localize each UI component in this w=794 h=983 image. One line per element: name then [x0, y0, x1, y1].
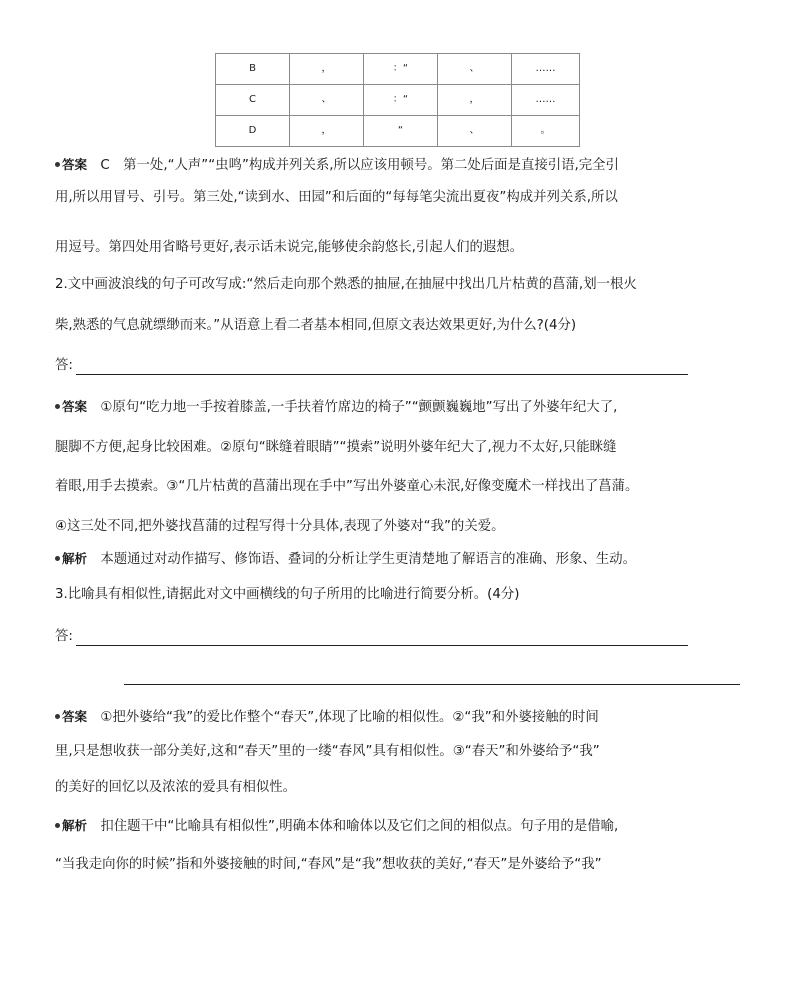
q3-answer-line: 里,只是想收获一部分美好,这和“春天”里的一缕“春风”具有相似性。③“春天”和外婆给予“我” [55, 744, 600, 759]
q3-answer-line: 答案 ①把外婆给“我”的爱比作整个“春天”,体现了比喻的相似性。②“我”和外婆接触的时间 [55, 709, 745, 726]
q1-answer-line: 用逗号。第四处用省略号更好,表示话未说完,能够使余韵悠长,引起人们的遐想。 [55, 240, 524, 255]
q3-reply-label: 答: [55, 629, 73, 644]
q3-answer-line: 的美好的回忆以及浓浓的爱具有相似性。 [55, 780, 297, 795]
q2-question-line: 2.文中画波浪线的句子可改写成:“然后走向那个熟悉的抽屉,在抽屉中找出几片枯黄的菖蒲,划一根火 [55, 277, 637, 292]
table-row [216, 85, 580, 116]
q3-question-line: 3.比喻具有相似性,请据此对文中画横线的句子所用的比喻进行简要分析。(4分) [55, 587, 520, 602]
q2-answer-line: 着眼,用手去摸索。③“几片枯黄的菖蒲出现在手中”写出外婆童心未泯,好像变魔术一样找出了菖蒲。 [55, 479, 639, 494]
q1-answer-line: 用,所以用冒号、引号。第三处,“读到水、田园”和后面的“每每笔尖流出夏夜”构成并列关系,所以 [55, 190, 618, 205]
table-cell: ：“ [364, 54, 438, 85]
q2-question-line: 柴,熟悉的气息就缥缈而来。”从语意上看二者基本相同,但原文表达效果更好,为什么?(4分) [55, 318, 577, 333]
q1-answer-line: 答案 C 第一处,“人声”“虫鸣”构成并列关系,所以应该用顿号。第二处后面是直接引语,完全引 [55, 157, 745, 174]
q3-analysis-line: “当我走向你的时候”指和外婆接触的时间,“春风”是“我”想收获的美好,“春天”是外婆给予“我” [55, 857, 602, 872]
table-cell: ：“ [364, 85, 438, 116]
answer-label: 答案 [55, 709, 87, 724]
table-cell: 、 [290, 85, 364, 116]
table-cell: D [216, 116, 290, 147]
table-cell: ， [290, 116, 364, 147]
answer-blank-line [76, 374, 688, 375]
answer-label: 答案 [55, 157, 87, 172]
table-cell: “ [364, 116, 438, 147]
table-row [216, 116, 580, 147]
table-cell: ， [438, 85, 512, 116]
answer-label: 答案 [55, 399, 87, 414]
table-cell: 、 [438, 116, 512, 147]
table-cell: C [216, 85, 290, 116]
table-cell: ， [290, 54, 364, 85]
options-table [215, 53, 580, 147]
answer-blank-line [76, 645, 688, 646]
q2-answer-line: ④这三处不同,把外婆找菖蒲的过程写得十分具体,表现了外婆对“我”的关爱。 [55, 519, 505, 534]
table-cell: …… [512, 54, 580, 85]
analysis-label: 解析 [55, 818, 87, 833]
answer-blank-line [124, 684, 740, 685]
q2-reply-label: 答: [55, 358, 73, 373]
table-cell: 。 [512, 116, 580, 147]
table-cell: 、 [438, 54, 512, 85]
table-cell: B [216, 54, 290, 85]
table-row [216, 54, 580, 85]
q2-answer-line: 腿脚不方便,起身比较困难。②原句“眯缝着眼睛”“摸索”说明外婆年纪大了,视力不太好,只能眯缝 [55, 440, 617, 455]
q3-analysis-line: 解析 扣住题干中“比喻具有相似性”,明确本体和喻体以及它们之间的相似点。句子用的是借喻, [55, 818, 745, 835]
q2-analysis-line: 解析 本题通过对动作描写、修饰语、叠词的分析让学生更清楚地了解语言的准确、形象、生动。 [55, 551, 745, 568]
table-cell: …… [512, 85, 580, 116]
analysis-label: 解析 [55, 551, 87, 566]
q2-answer-line: 答案 ①原句“吃力地一手按着膝盖,一手扶着竹席边的椅子”“颤颤巍巍地”写出了外婆年纪大了, [55, 399, 745, 416]
